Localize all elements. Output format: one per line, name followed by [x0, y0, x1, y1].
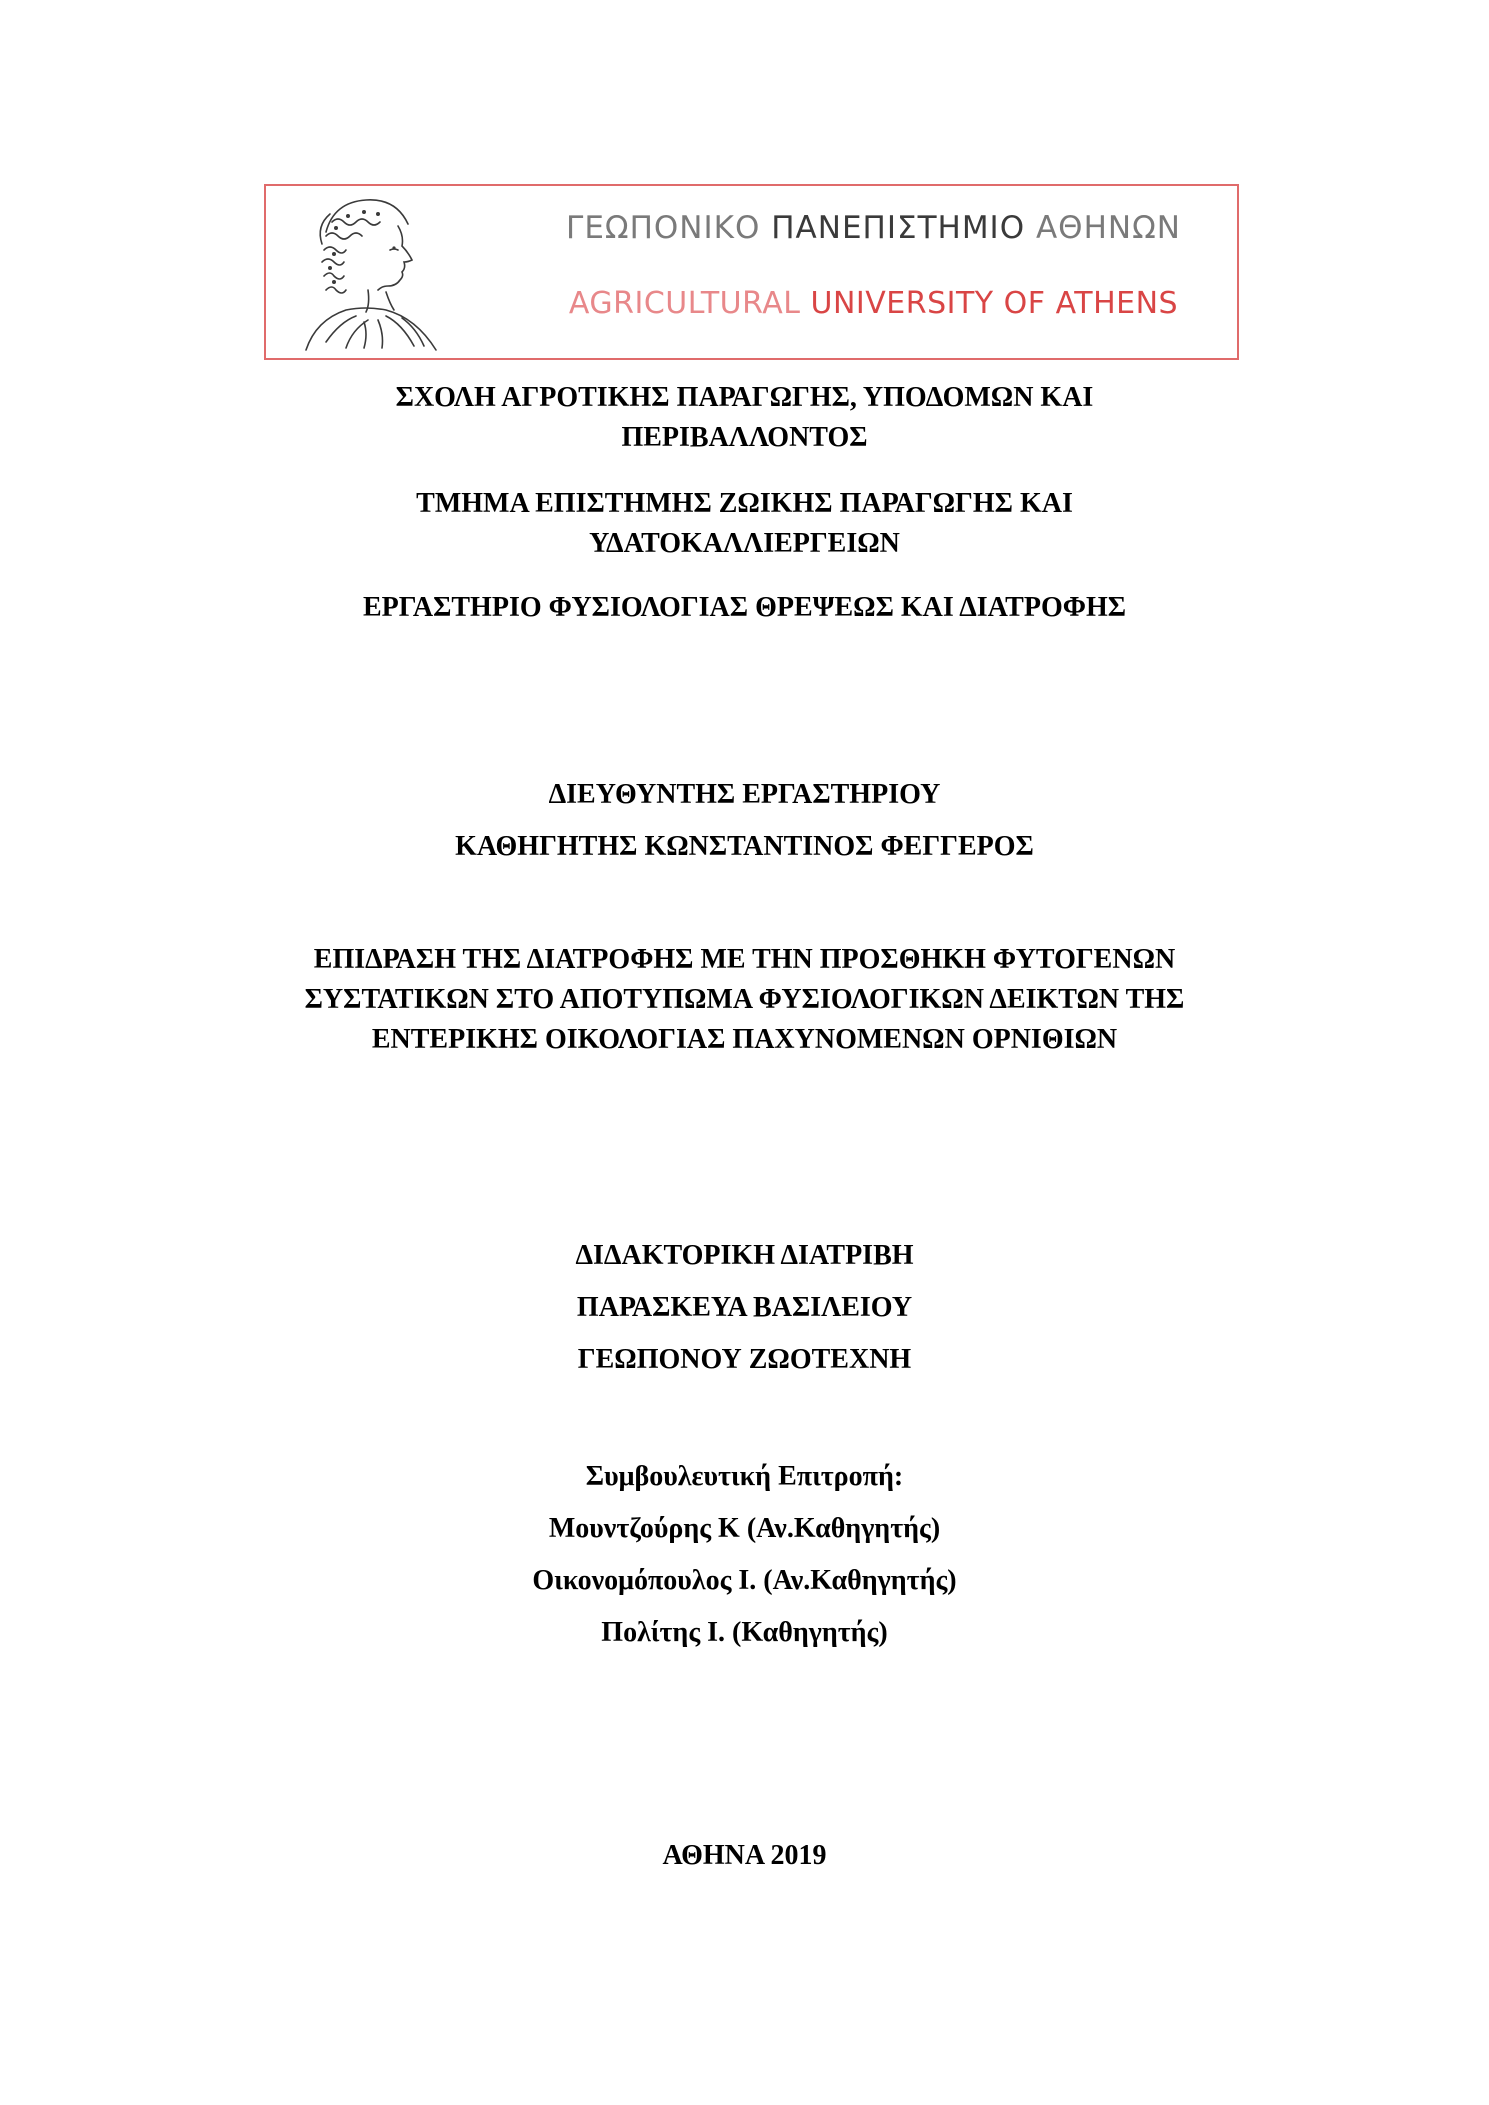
university-logo-banner — [264, 184, 1239, 360]
advisory-committee — [200, 1451, 1289, 1659]
committee-member: Μουντζούρης Κ (Αν.Καθηγητής) — [548, 1513, 941, 1544]
author-profession: ΓΕΩΠΟΝΟΥ ΖΩΟΤΕΧΝΗ — [577, 1344, 912, 1375]
logo-greek-light-1: ΓΕΩΠΟΝΙΚΟ — [566, 210, 772, 246]
school-name-line-1: ΣΧΟΛΗ ΑΓΡΟΤΙΚΗΣ ΠΑΡΑΓΩΓΗΣ, ΥΠΟΔΟΜΩΝ ΚΑΙ — [395, 382, 1094, 413]
thesis-title-line-3: ΕΝΤΕΡΙΚΗΣ ΟΙΚΟΛΟΓΙΑΣ ΠΑΧΥΝΟΜΕΝΩΝ ΟΡΝΙΘΙΩΝ — [371, 1024, 1118, 1055]
city-year: ΑΘΗΝΑ 2019 — [662, 1840, 827, 1871]
logo-english-bold: UNIVERSITY OF ATHENS — [810, 286, 1179, 321]
thesis-type: ΔΙΔΑΚΤΟΡΙΚΗ ΔΙΑΤΡΙΒΗ — [575, 1240, 914, 1271]
thesis-author: ΠΑΡΑΣΚΕΥΑ ΒΑΣΙΛΕΙΟΥ — [576, 1292, 913, 1323]
department-name — [200, 484, 1289, 564]
thesis-title-line-1: ΕΠΙΔΡΑΣΗ ΤΗΣ ΔΙΑΤΡΟΦΗΣ ΜΕ ΤΗΝ ΠΡΟΣΘΗΚΗ ΦΥΤΟΓΕΝΩΝ — [313, 944, 1176, 975]
director-name: ΚΑΘΗΓΗΤΗΣ ΚΩΝΣΤΑΝΤΙΝΟΣ ΦΕΓΓΕΡΟΣ — [455, 831, 1034, 862]
department-name-line-2: ΥΔΑΤΟΚΑΛΛΙΕΡΓΕΙΩΝ — [589, 528, 900, 559]
logo-english-name — [266, 286, 1241, 321]
committee-member: Πολίτης Ι. (Καθηγητής) — [601, 1617, 888, 1648]
laboratory-name: ΕΡΓΑΣΤΗΡΙΟ ΦΥΣΙΟΛΟΓΙΑΣ ΘΡΕΨΕΩΣ ΚΑΙ ΔΙΑΤΡΟΦΗΣ — [362, 592, 1127, 623]
school-name-line-2: ΠΕΡΙΒΑΛΛΟΝΤΟΣ — [621, 422, 868, 453]
thesis-title — [200, 940, 1289, 1060]
department-name-line-1: ΤΜΗΜΑ ΕΠΙΣΤΗΜΗΣ ΖΩΙΚΗΣ ΠΑΡΑΓΩΓΗΣ ΚΑΙ — [416, 488, 1073, 519]
committee-member: Οικονομόπουλος Ι. (Αν.Καθηγητής) — [532, 1565, 957, 1596]
school-name — [200, 378, 1289, 458]
logo-greek-bold: ΠΑΝΕΠΙΣΤΗΜΙΟ — [771, 210, 1026, 246]
committee-heading: Συμβουλευτική Επιτροπή: — [585, 1461, 904, 1492]
logo-english-light: AGRICULTURAL — [568, 286, 811, 321]
logo-greek-light-2: ΑΘΗΝΩΝ — [1025, 210, 1181, 246]
director-role: ΔΙΕΥΘΥΝΤΗΣ ΕΡΓΑΣΤΗΡΙΟΥ — [548, 779, 941, 810]
thesis-title-line-2: ΣΥΣΤΑΤΙΚΩΝ ΣΤΟ ΑΠΟΤΥΠΩΜΑ ΦΥΣΙΟΛΟΓΙΚΩΝ ΔΕΙΚΤΩΝ ΤΗΣ — [304, 984, 1185, 1015]
logo-greek-name — [266, 210, 1241, 246]
